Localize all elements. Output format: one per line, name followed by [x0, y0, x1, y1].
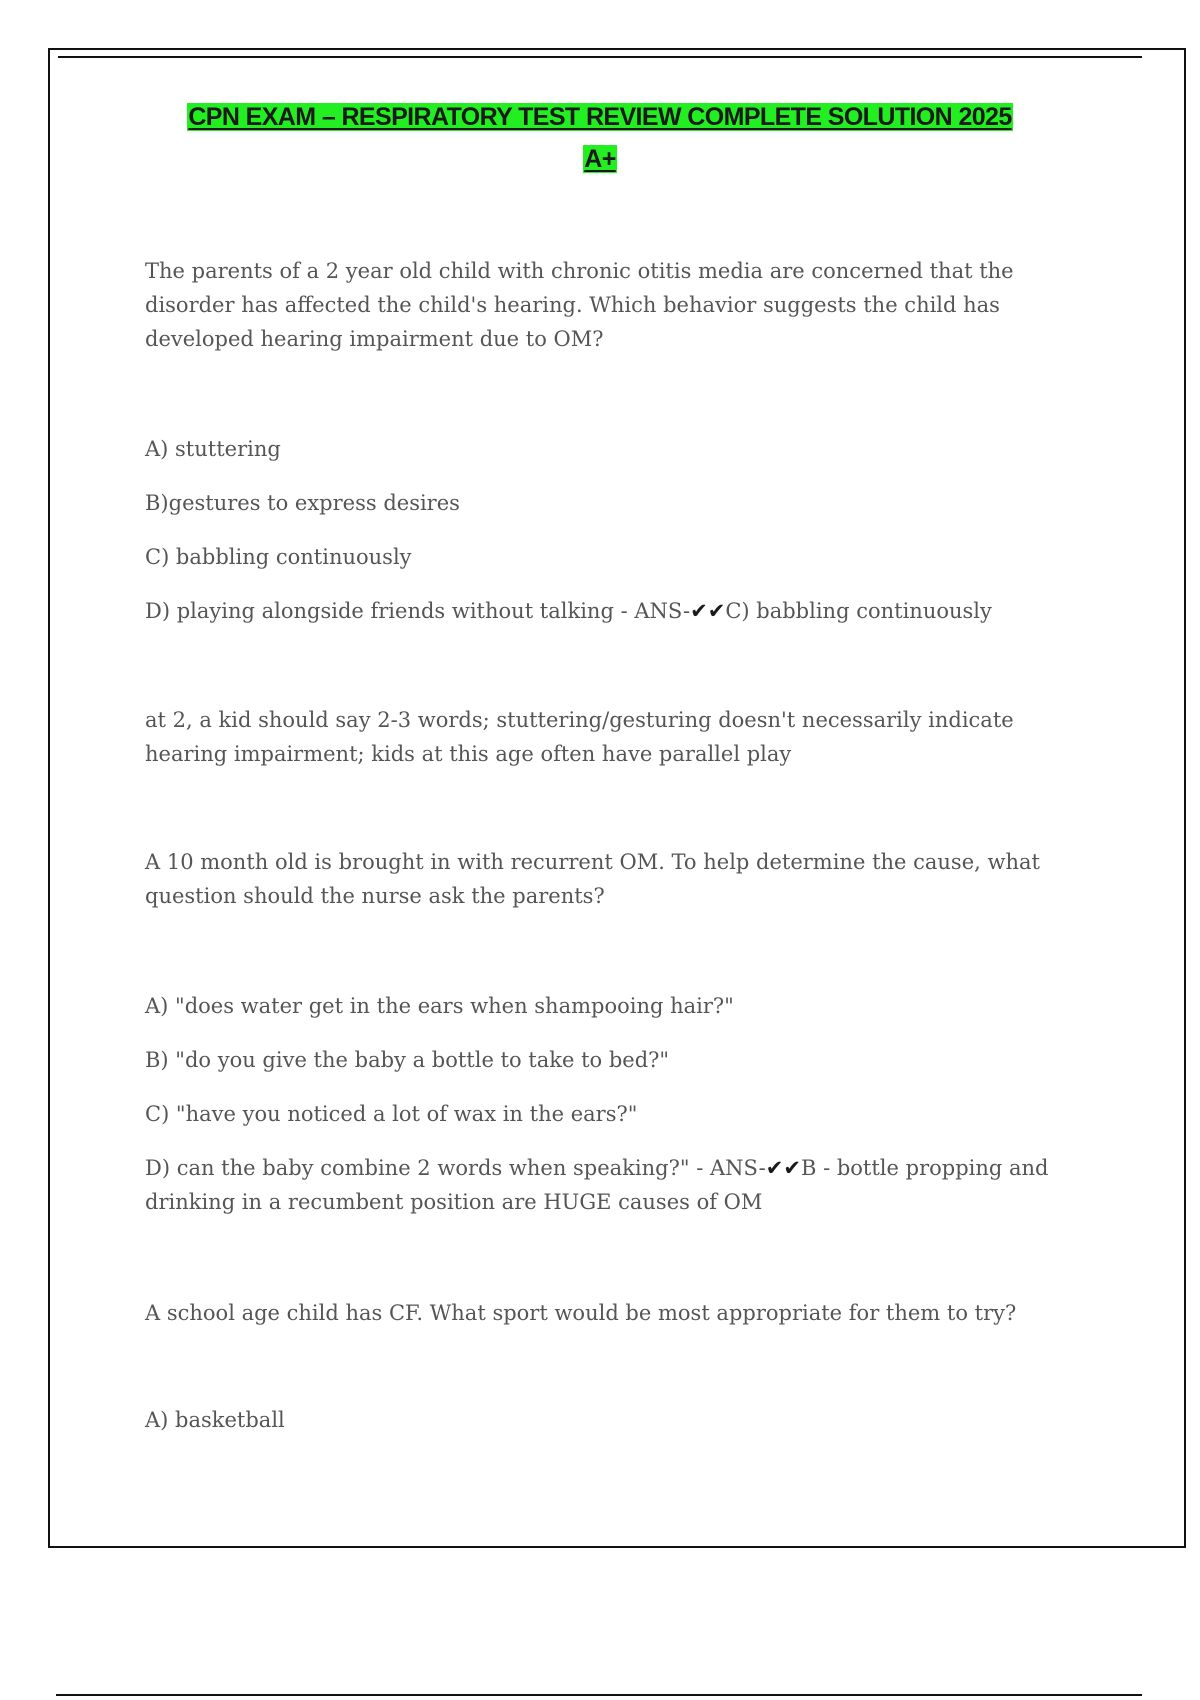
document-title: [0, 96, 1200, 180]
q1-option-a: A) stuttering: [145, 437, 281, 461]
bottom-rule: [56, 1694, 1142, 1696]
q2-answer-check-icon: ✔✔: [765, 1156, 801, 1180]
q1-option-d-with-answer: [145, 594, 1075, 628]
title-line-1: CPN EXAM – RESPIRATORY TEST REVIEW COMPLETE SOLUTION 2025: [188, 103, 1012, 131]
q1-option-c: C) babbling continuously: [145, 545, 412, 569]
q3-option-a: A) basketball: [145, 1408, 285, 1432]
top-rule: [58, 56, 1142, 58]
q2-question: A 10 month old is brought in with recurrent OM. To help determine the cause, what question should the nurse ask the parents?: [145, 850, 1040, 908]
q2-option-c: C) "have you noticed a lot of wax in the ears?": [145, 1102, 638, 1126]
q2-option-d: D) can the baby combine 2 words when speaking?" - ANS-: [145, 1156, 766, 1180]
q2-answer: B - bottle propping and drinking in a recumbent position are HUGE causes of OM: [145, 1156, 1049, 1214]
q2-option-b: B) "do you give the baby a bottle to take to bed?": [145, 1048, 670, 1072]
q1-question: The parents of a 2 year old child with chronic otitis media are concerned that the disorder has affected the child's hearing. Which behavior suggests the child has developed hearing impairment due to OM?: [145, 259, 1014, 351]
q3-question: A school age child has CF. What sport would be most appropriate for them to try?: [145, 1301, 1017, 1325]
q1-answer-check-icon: ✔✔: [690, 599, 726, 623]
q1-option-d: D) playing alongside friends without talking - ANS-: [145, 599, 691, 623]
q1-rationale: at 2, a kid should say 2-3 words; stuttering/gesturing doesn't necessarily indicate hearing impairment; kids at this age often have parallel play: [145, 708, 1014, 766]
q2-option-a: A) "does water get in the ears when shampooing hair?": [145, 994, 734, 1018]
q1-option-b: B)gestures to express desires: [145, 491, 460, 515]
q2-option-d-with-answer: [145, 1151, 1075, 1219]
q1-answer: C) babbling continuously: [725, 599, 992, 623]
title-line-2: A+: [584, 145, 616, 173]
